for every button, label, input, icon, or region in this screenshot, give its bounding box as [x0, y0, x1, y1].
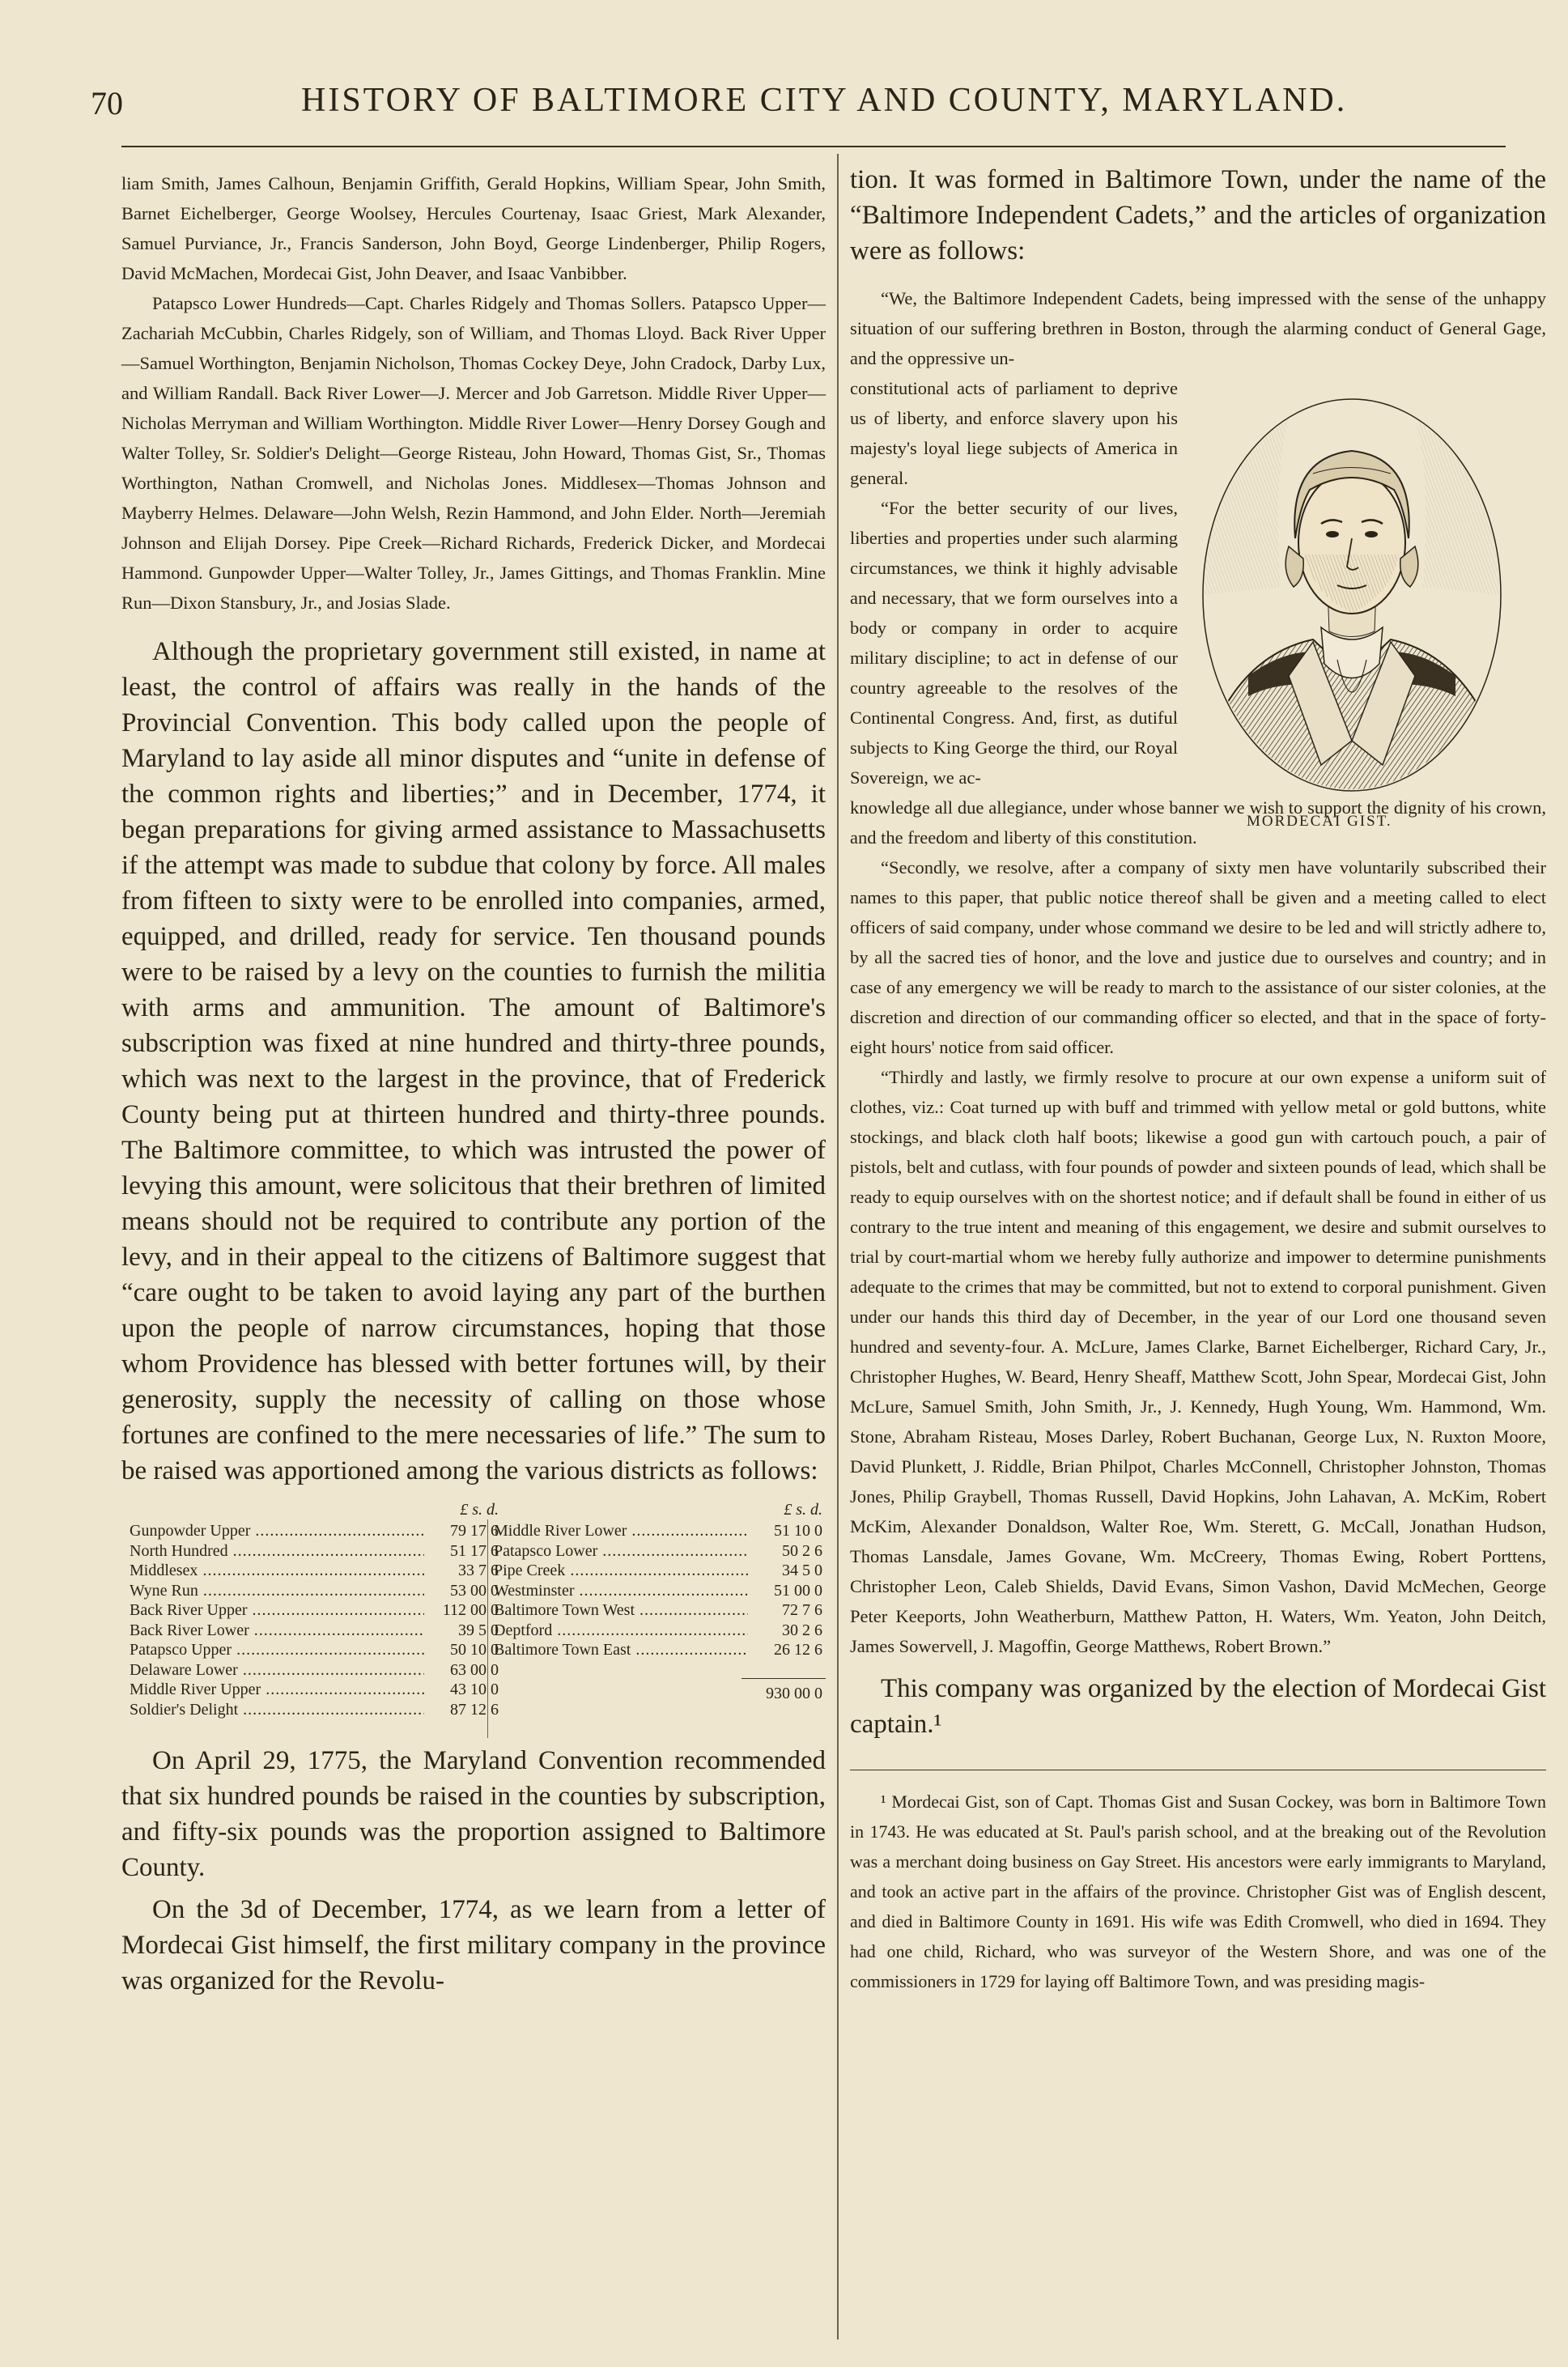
paragraph-levy: Although the proprietary government still existed, in name at least, the control of affairs was really in the hands of the Provincial Convention. This body called upon the people of Maryland to lay aside all minor disputes and “unite in defense of the common rights and liberties;” and in December, 1774, it began preparations for giving armed assistance to Massachusetts if the attempt was made to subdue that colony by force. All males from fifteen to sixty were to be enrolled into companies, armed, equipped, and drilled, ready for service. Ten thousand pounds were to be raised by a levy on the counties to furnish the militia with arms and ammunition. The amount of Baltimore's subscription was fixed at nine hundred and thirty-three pounds, which was next to the largest in the province, that of Frederick County being put at thirteen hundred and thirty-three pounds. The Baltimore committee, to which was intrusted the power of levying this amount, were solicitous that their brethren of limited means should not be required to contribute any portion of the levy, and in their appeal to the citizens of Baltimore suggest that “care ought to be taken to avoid laying any part of the burthen upon the people of narrow circumstances, hoping that those whom Providence has blessed with better fortunes will, by their generosity, supply the necessity of calling on those whose fortunes are confined to the mere necessaries of life.” The sum to be raised was apportioned among the various districts as follows: — [121, 637, 826, 1485]
apportionment-column-left — [130, 1500, 502, 1719]
table-row: Middle River Lower ..... 51 10 0 — [494, 1521, 826, 1541]
articles-quote-2: “For the better security of our lives, liberties and properties under such alarming circumstances, we think it highly advisable and necessary, that we form ourselves into a body or company in order to acquire military discipline; to act in defense of our country agreeable to the resolves of the Continental Congress. And, first, as dutiful subjects to King George the third, our Royal Sovereign, we ac- — [850, 498, 1178, 788]
articles-quote-3: “Secondly, we resolve, after a company of sixty men have voluntarily subscribed their names to this paper, that public notice thereof shall be given and a meeting called to elect officers of said company, under whose command we desire to be led and will strictly adhere to, by all the sacred ties of honor, and the love and justice due to ourselves and country; and in case of any emergency we will be ready to march to the assistance of our sister colonies, at the discretion and direction of our commanding officer so elected, and that in the space of forty-eight hours' notice from said officer. — [850, 857, 1546, 1057]
table-row: Baltimore Town East ..... 26 12 6 — [494, 1640, 826, 1660]
footnote: ¹ Mordecai Gist, son of Capt. Thomas Gist and Susan Cockey, was born in Baltimore Town in 1743. He was educated at St. Paul's parish school, and at the breaking out of the Revolution was a merchant doing business on Gay Street. His ancestors were early immigrants to Maryland, and took an active part in the affairs of the province. Christopher Gist was of English descent, and died in Baltimore County in 1691. His wife was Edith Cromwell, who died in 1694. They had one child, Richard, who was surveyor of the Western Shore, and was one of the commissioners in 1729 for laying off Baltimore Town, and was presiding magis- — [850, 1791, 1546, 1991]
table-row: Delaware Lower ..... 63 00 0 — [130, 1660, 502, 1681]
table-row: Patapsco Upper ..... 50 10 0 — [130, 1640, 502, 1660]
apportionment-total: 930 00 0 — [742, 1678, 826, 1704]
table-row: Wyne Run ..... 53 00 0 — [130, 1581, 502, 1601]
articles-quote-1-cont: constitutional acts of parliament to deprive us of liberty, and enforce slavery upon his majesty's loyal liege subjects of America in general. — [850, 378, 1178, 488]
hundreds-list: Patapsco Lower Hundreds—Capt. Charles Ridgely and Thomas Sollers. Patapsco Upper—Zachariah McCubbin, Charles Ridgely, son of William, and Thomas Lloyd. Back River Upper—Samuel Worthington, Benjamin Nicholson, Thomas Cockey Deye, John Cradock, Darby Lux, and William Randall. Back River Lower—J. Mercer and Job Garretson. Middle River Upper—Nicholas Merryman and William Worthington. Middle River Lower—Henry Dorsey Gough and Walter Tolley, Sr. Soldier's Delight—George Risteau, John Howard, Thomas Gist, Sr., Thomas Worthington, Nathan Cromwell, and Nicholas Jones. Middlesex—Thomas Johnson and Mayberry Helmes. Delaware—John Welsh, Rezin Hammond, and John Elder. North—Jeremiah Johnson and Elijah Dorsey. Pipe Creek—Richard Richards, Frederick Dicker, and Mordecai Hammond. Gunpowder Upper—Walter Tolley, Jr., James Gittings, and Thomas Franklin. Mine Run—Dixon Stansbury, Jr., and Josias Slade. — [121, 293, 826, 613]
apportionment-table — [121, 1500, 826, 1743]
table-row: Patapsco Lower ..... 50 2 6 — [494, 1541, 826, 1562]
table-row: Soldier's Delight ..... 87 12 6 — [130, 1700, 502, 1720]
running-head — [91, 78, 1515, 134]
left-column — [121, 168, 826, 1999]
table-row: Baltimore Town West ..... 72 7 6 — [494, 1600, 826, 1621]
header-rule — [121, 146, 1506, 147]
table-row: Middlesex ..... 33 7 6 — [130, 1561, 502, 1581]
table-row: Westminster ..... 51 00 0 — [494, 1581, 826, 1601]
currency-header: £ s. d. — [784, 1501, 822, 1519]
table-row: Pipe Creek ..... 34 5 0 — [494, 1561, 826, 1581]
closing-paragraph: This company was organized by the election of Mordecai Gist captain.¹ — [850, 1674, 1546, 1739]
articles-quote-2-cont: knowledge all due allegiance, under whose banner we wish to support the dignity of his crown, and the freedom and liberty of this constitution. — [850, 797, 1546, 848]
articles-quote-1: “We, the Baltimore Independent Cadets, being impressed with the sense of the unhappy situation of our suffering brethren in Boston, through the alarming conduct of General Gage, and the oppressive un- — [850, 288, 1546, 368]
page-title: HISTORY OF BALTIMORE CITY AND COUNTY, MARYLAND. — [301, 82, 1348, 119]
portrait-icon — [1192, 385, 1512, 805]
paragraph-first-company: On the 3d of December, 1774, as we learn from a letter of Mordecai Gist himself, the first military company in the province was organized for the Revolu- — [121, 1895, 826, 1995]
table-row: Gunpowder Upper ..... 79 17 6 — [130, 1521, 502, 1541]
committee-names: liam Smith, James Calhoun, Benjamin Griffith, Gerald Hopkins, William Spear, John Smith, Barnet Eichelberger, George Woolsey, Hercules Courtenay, Isaac Griest, Mark Alexander, Samuel Purviance, Jr., Francis Sanderson, John Boyd, George Lindenberger, Philip Rogers, David McMachen, Mordecai Gist, John Deaver, and Isaac Vanbibber. — [121, 173, 826, 283]
table-row: North Hundred ..... 51 17 6 — [130, 1541, 502, 1562]
articles-quote-4: “Thirdly and lastly, we firmly resolve to procure at our own expense a uniform suit of clothes, viz.: Coat turned up with buff and trimmed with yellow metal or gold buttons, white stockings, and black cloth half boots; likewise a good gun with cartouch pouch, a pair of pistols, belt and cutlass, with four pounds of powder and sixteen pounds of lead, which shall be ready to equip ourselves with on the shortest notice; and if default shall be found in either of us contrary to the true intent and meaning of this engagement, we desire and submit ourselves to trial by court-martial whom we hereby fully authorize and impower to determine punishments adequate to the crimes that may be committed, but not to extend to corporal punishment. Given under our hands this third day of December, in the year of our Lord one thousand seven hundred and seventy-four. A. McLure, James Clarke, Barnet Eichelberger, Richard Cary, Jr., Christopher Hughes, W. Beard, Henry Sheaff, Matthew Scott, John Spear, Mordecai Gist, John McLure, Samuel Smith, John Smith, Jr., J. Kennedy, Hugh Young, Wm. Hammond, Wm. Stone, Abraham Risteau, Moses Darley, Robert Buchanan, George Lux, N. Ruxton Moore, David Plunkett, J. Riddle, Brian Philpot, Charles McConnell, Christopher Johnston, Thomas Jones, Philip Graybell, Thomas Russell, David Hopkins, John Lahavan, A. McKim, Robert McKim, Alexander Donaldson, Walter Roe, Wm. Sterett, G. McCall, Jonathan Hudson, Thomas Lansdale, James Govane, Wm. McCreery, Thomas Ewing, Robert Porttens, Christopher Leon, Caleb Shields, David Evans, Simon Vashon, David McMechen, George Peter Keeports, John Weatherburn, Matthew Patton, H. Waters, Wm. Yeaton, John Deitch, James Sowervell, J. Magoffin, George Matthews, Robert Brown.” — [850, 1067, 1546, 1656]
table-row: Middle River Upper ..... 43 10 0 — [130, 1680, 502, 1700]
paragraph-convention: On April 29, 1775, the Maryland Convention recommended that six hundred pounds be raised in the counties by subscription, and fifty-six pounds was the proportion assigned to Baltimore County. — [121, 1746, 826, 1882]
cadets-intro: tion. It was formed in Baltimore Town, under the name of the “Baltimore Independent Cadets,” and the articles of organization were as follows: — [850, 165, 1546, 266]
table-row: Deptford ..... 30 2 6 — [494, 1621, 826, 1641]
portrait-caption: MORDECAI GIST. — [1247, 813, 1392, 830]
page-number: 70 — [91, 85, 123, 121]
column-divider — [837, 154, 839, 2339]
portrait-engraving — [1192, 385, 1512, 805]
table-row: Back River Lower ..... 39 5 0 — [130, 1621, 502, 1641]
currency-header: £ s. d. — [460, 1501, 499, 1519]
table-row: Back River Upper ..... 112 00 0 — [130, 1600, 502, 1621]
apportionment-column-right — [494, 1500, 826, 1703]
